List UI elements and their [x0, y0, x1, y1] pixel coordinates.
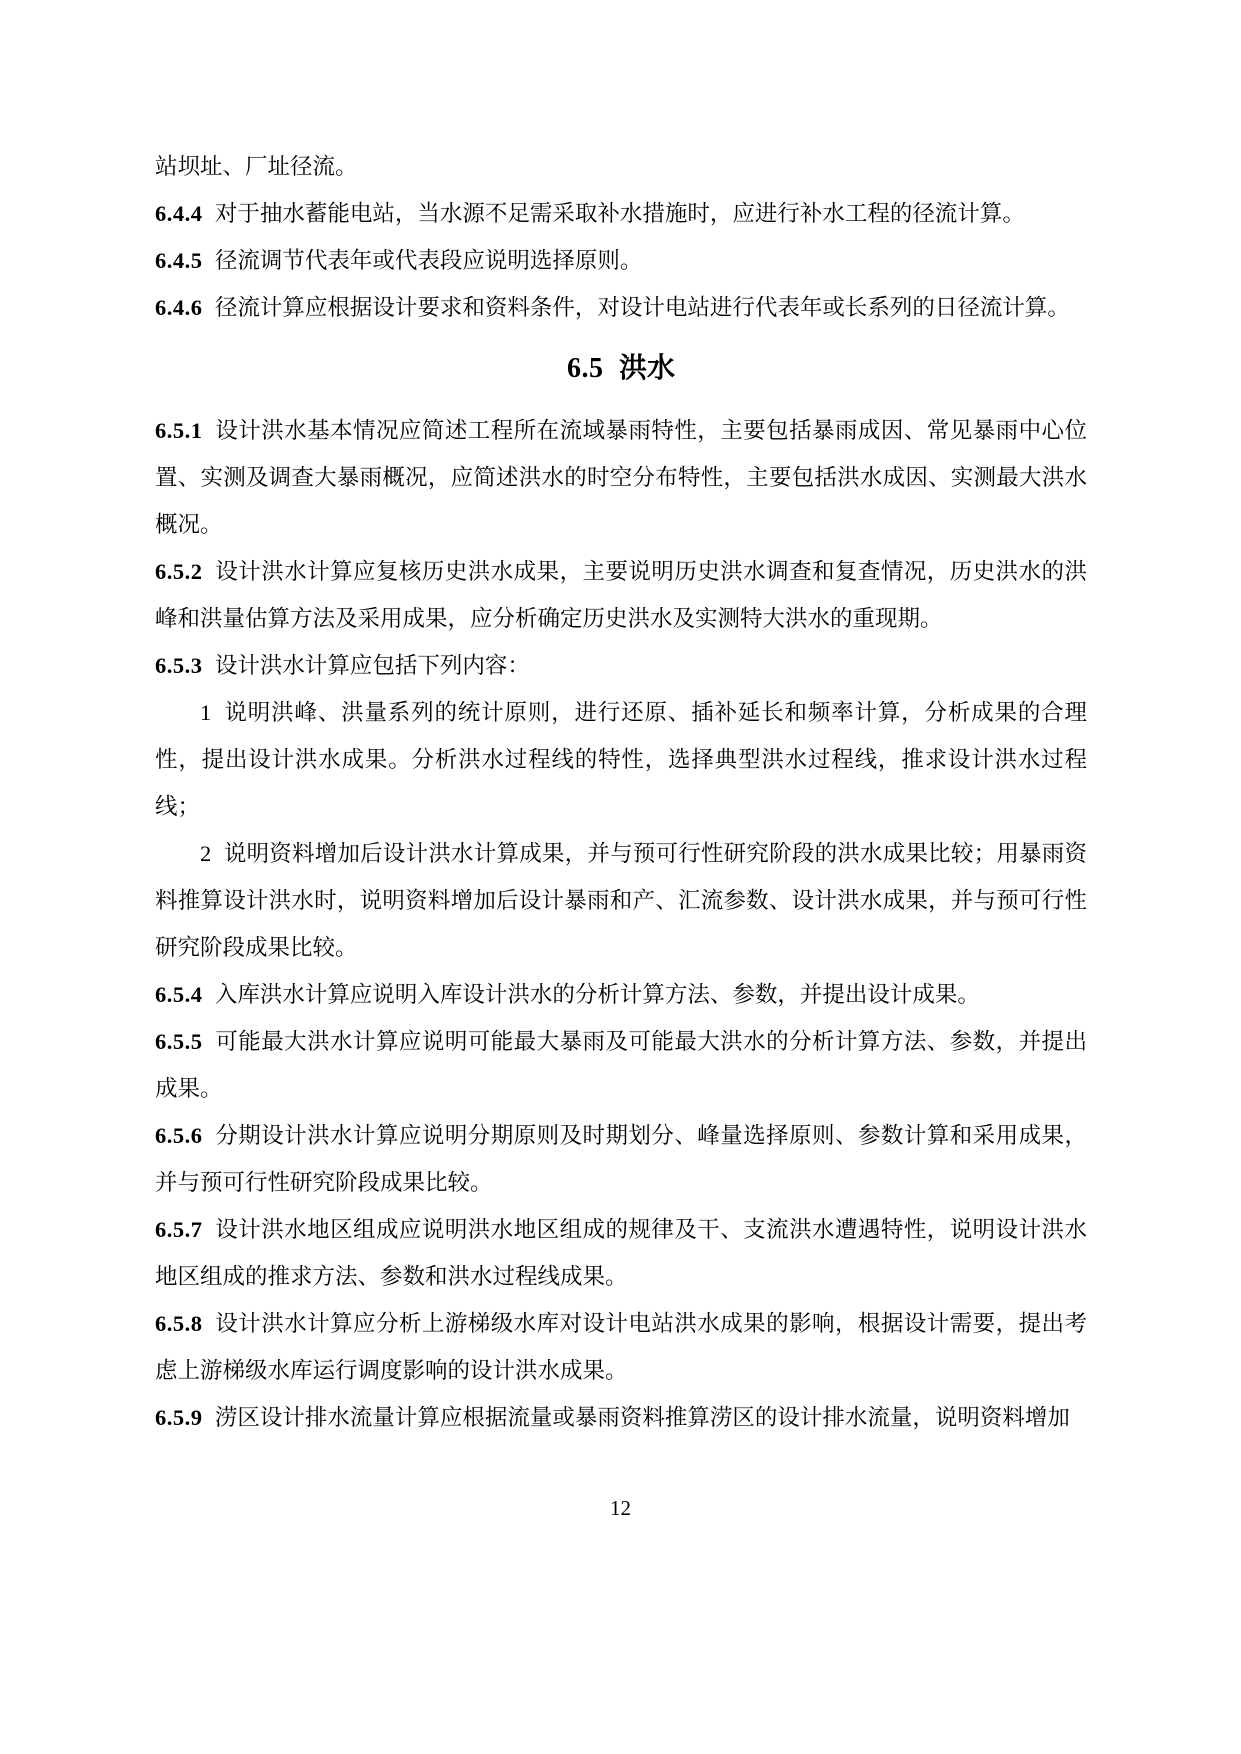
clause-number: 6.5.7: [155, 1217, 203, 1242]
clause-number: 6.5.4: [155, 982, 203, 1007]
clause-6-4-4: [155, 190, 1087, 237]
section-title: 洪水: [618, 353, 675, 384]
clause-number: 6.5.3: [155, 653, 203, 678]
clause-text: 分期设计洪水计算应说明分期原则及时期划分、峰量选择原则、参数计算和采用成果，并与预可行性研究阶段成果比较。: [155, 1123, 1087, 1195]
paragraph-text: 站坝址、厂址径流。: [155, 154, 358, 179]
subitem-number: 2: [200, 841, 212, 866]
clause-number: 6.5.2: [155, 559, 203, 584]
clause-text: 涝区设计排水流量计算应根据流量或暴雨资料推算涝区的设计排水流量，说明资料增加: [214, 1405, 1070, 1430]
clause-number: 6.5.8: [155, 1311, 203, 1336]
subitem-number: 1: [200, 700, 212, 725]
clause-6-5-6: [155, 1112, 1087, 1206]
clause-text: 对于抽水蓄能电站，当水源不足需采取补水措施时，应进行补水工程的径流计算。: [214, 201, 1025, 226]
subitem-2: [155, 830, 1087, 971]
clause-6-5-9: [155, 1394, 1087, 1441]
clause-number: 6.5.9: [155, 1405, 203, 1430]
continuation-paragraph: [155, 143, 1087, 190]
clause-text: 可能最大洪水计算应说明可能最大暴雨及可能最大洪水的分析计算方法、参数，并提出成果。: [155, 1029, 1087, 1101]
clause-text: 设计洪水基本情况应简述工程所在流域暴雨特性，主要包括暴雨成因、常见暴雨中心位置、实测及调查大暴雨概况，应简述洪水的时空分布特性，主要包括洪水成因、实测最大洪水概况。: [155, 418, 1087, 537]
section-heading: [155, 341, 1087, 397]
clause-6-5-5: [155, 1018, 1087, 1112]
subitem-text: 说明资料增加后设计洪水计算成果，并与预可行性研究阶段的洪水成果比较；用暴雨资料推算设计洪水时，说明资料增加后设计暴雨和产、汇流参数、设计洪水成果，并与预可行性研究阶段成果比较。: [155, 841, 1087, 960]
clause-number: 6.5.6: [155, 1123, 203, 1148]
clause-text: 设计洪水计算应复核历史洪水成果，主要说明历史洪水调查和复查情况，历史洪水的洪峰和洪量估算方法及采用成果，应分析确定历史洪水及实测特大洪水的重现期。: [155, 559, 1087, 631]
clause-6-5-8: [155, 1300, 1087, 1394]
clause-number: 6.4.6: [155, 295, 203, 320]
clause-text: 设计洪水计算应分析上游梯级水库对设计电站洪水成果的影响，根据设计需要，提出考虑上游梯级水库运行调度影响的设计洪水成果。: [155, 1311, 1087, 1383]
clause-number: 6.4.5: [155, 248, 203, 273]
clause-6-4-6: [155, 284, 1087, 331]
subitem-text: 说明洪峰、洪量系列的统计原则，进行还原、插补延长和频率计算，分析成果的合理性，提出设计洪水成果。分析洪水过程线的特性，选择典型洪水过程线，推求设计洪水过程线；: [155, 700, 1087, 819]
clause-6-4-5: [155, 237, 1087, 284]
clause-number: 6.5.5: [155, 1029, 203, 1054]
clause-text: 入库洪水计算应说明入库设计洪水的分析计算方法、参数，并提出设计成果。: [214, 982, 980, 1007]
clause-text: 设计洪水地区组成应说明洪水地区组成的规律及干、支流洪水遭遇特性，说明设计洪水地区组成的推求方法、参数和洪水过程线成果。: [155, 1217, 1087, 1289]
section-number: 6.5: [567, 353, 604, 384]
clause-number: 6.5.1: [155, 418, 203, 443]
page-content: [155, 143, 1087, 1441]
page-number: 12: [610, 1496, 631, 1520]
clause-text: 径流调节代表年或代表段应说明选择原则。: [214, 248, 643, 273]
clause-text: 设计洪水计算应包括下列内容：: [214, 653, 530, 678]
clause-text: 径流计算应根据设计要求和资料条件，对设计电站进行代表年或长系列的日径流计算。: [214, 295, 1070, 320]
subitem-1: [155, 689, 1087, 830]
clause-6-5-2: [155, 548, 1087, 642]
clause-6-5-3: [155, 642, 1087, 689]
clause-6-5-4: [155, 971, 1087, 1018]
clause-number: 6.4.4: [155, 201, 203, 226]
clause-6-5-1: [155, 407, 1087, 548]
clause-6-5-7: [155, 1206, 1087, 1300]
